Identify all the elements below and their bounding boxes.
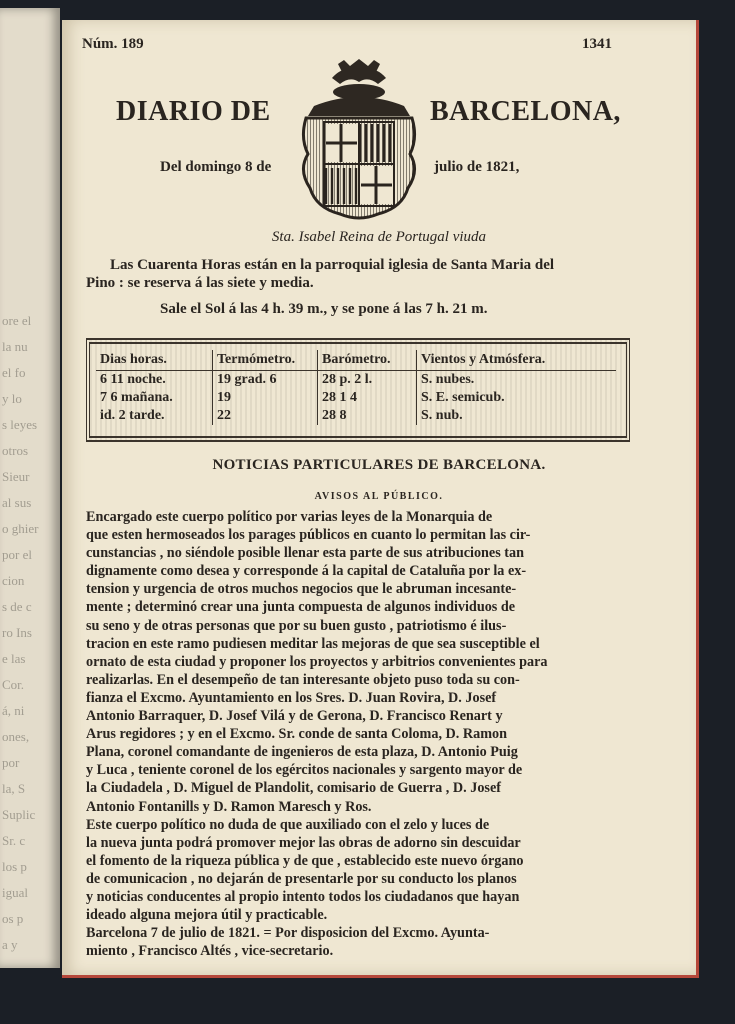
article-line: el fomento de la riqueza pública y de que , establecido este nuevo órgano bbox=[86, 852, 524, 869]
cell-time: 6 11 noche. bbox=[96, 371, 213, 390]
cell-time: id. 2 tarde. bbox=[96, 407, 213, 425]
article-line: Encargado este cuerpo político por varias leyes de la Monarquia de bbox=[86, 509, 493, 525]
article-line: ornato de esta ciudad y proponer los proyectos y arbitrios convenientes para bbox=[86, 653, 548, 670]
cell-pressure: 28 p. 2 l. bbox=[318, 371, 417, 390]
subsection-title: AVISOS AL PÚBLICO. bbox=[314, 491, 444, 502]
masthead-title-left: DIARIO DE bbox=[116, 96, 271, 127]
left-page-text: Sr. c bbox=[2, 833, 26, 848]
issue-number: Núm. 189 bbox=[82, 36, 144, 52]
col-thermometer: Termómetro. bbox=[213, 350, 318, 371]
left-page-text: Cor. bbox=[2, 677, 25, 692]
cell-pressure: 28 1 4 bbox=[318, 389, 417, 407]
intro-line-2: Pino : se reserva á las siete y media. bbox=[86, 275, 314, 291]
left-page-text: igual bbox=[2, 885, 28, 900]
article-line: y noticias conducentes al propio intento todos los ciudadanos que hayan bbox=[86, 888, 520, 905]
left-page-text: y lo bbox=[2, 391, 22, 406]
saint-of-the-day: Sta. Isabel Reina de Portugal viuda bbox=[271, 229, 487, 245]
cell-wind: S. nub. bbox=[421, 408, 463, 423]
article-line: fianza el Excmo. Ayuntamiento en los Sres. D. Juan Rovira, D. Josef bbox=[86, 689, 497, 706]
article-line: cunstancias , no siéndole posible llenar esta parte de sus atribuciones tan bbox=[86, 545, 525, 562]
left-page-text: s leyes bbox=[2, 417, 38, 432]
article-line: miento , Francisco Altés , vice-secretario. bbox=[86, 943, 334, 960]
weather-table-header bbox=[96, 350, 616, 371]
cell-temp: 22 bbox=[213, 407, 318, 425]
intro-line-1: Las Cuarenta Horas están en la parroquial iglesia de Santa Maria del bbox=[110, 257, 555, 273]
left-page-text: s de c bbox=[2, 599, 32, 614]
left-page-text: por bbox=[2, 755, 20, 770]
article-line: tension y urgencia de otros muchos negocios que le abruman incesante- bbox=[86, 581, 517, 598]
article-line: Plana, coronel comandante de ingenieros de esta plaza, D. Antonio Puig bbox=[86, 744, 518, 761]
article-line: Antonio Fontanills y D. Ramon Maresch y Ros. bbox=[86, 798, 372, 815]
article-body bbox=[86, 508, 628, 960]
left-page-edge bbox=[0, 8, 60, 968]
masthead-title-right: BARCELONA, bbox=[430, 96, 621, 127]
date-left: Del domingo 8 de bbox=[160, 159, 272, 175]
article-line: que esten hermoseados los parages públicos en cuanto lo permitan las cir- bbox=[86, 527, 531, 544]
article-line: realizarlas. En el desempeño de tan interesante objeto puso toda su con- bbox=[86, 671, 520, 688]
col-barometer: Barómetro. bbox=[318, 350, 417, 371]
article-line: Arus regidores ; y en el Excmo. Sr. conde de santa Coloma, D. Ramon bbox=[86, 726, 508, 743]
left-page-text: la nu bbox=[2, 339, 28, 354]
cell-time: 7 6 mañana. bbox=[96, 389, 213, 407]
left-page-text: los p bbox=[2, 859, 27, 874]
cell-pressure: 28 8 bbox=[318, 407, 417, 425]
left-page-text: ore el bbox=[2, 313, 32, 328]
cell-wind: S. E. semicub. bbox=[421, 390, 505, 405]
article-line: de comunicacion , no dejarán de presentarle por su conducto los planos bbox=[86, 870, 517, 887]
article-line: mente ; determinó crear una junta compuesta de algunos individuos de bbox=[86, 599, 516, 616]
article-line: Barcelona 7 de julio de 1821. = Por disposicion del Excmo. Ayunta- bbox=[86, 925, 490, 942]
sunrise-sunset: Sale el Sol á las 4 h. 39 m., y se pone á las 7 h. 21 m. bbox=[160, 301, 488, 317]
page-number: 1341 bbox=[582, 36, 612, 52]
left-page-text: Sieur bbox=[2, 469, 30, 484]
left-page-text: a y bbox=[2, 937, 18, 952]
left-page-text: o ghier bbox=[2, 521, 39, 536]
article-line: la Ciudadela , D. Miguel de Plandolit, comisario de Guerra , D. Josef bbox=[86, 780, 501, 797]
left-page-text: á, ni bbox=[2, 703, 25, 718]
article-line: ideado alguna mejora útil y practicable. bbox=[86, 907, 328, 924]
left-page-text: ones, bbox=[2, 729, 30, 744]
left-page-text: el fo bbox=[2, 365, 26, 380]
left-page-text: otros bbox=[2, 443, 28, 458]
table-row bbox=[96, 371, 616, 390]
weather-table bbox=[96, 350, 616, 425]
article-line: su seno y de otras personas que por su buen gusto , patriotismo é ilus- bbox=[86, 617, 507, 634]
cell-temp: 19 grad. 6 bbox=[213, 371, 318, 390]
barcelona-coat-of-arms-icon bbox=[298, 58, 420, 224]
left-page-text: os p bbox=[2, 911, 24, 926]
col-days-hours: Dias horas. bbox=[96, 350, 213, 371]
left-page-text: cion bbox=[2, 573, 25, 588]
left-page-text: e las bbox=[2, 651, 26, 666]
article-line: la nueva junta podrá promover mejor las obras de adorno sin descuidar bbox=[86, 834, 521, 851]
left-page-text: ro Ins bbox=[2, 625, 32, 640]
article-line: dignamente como desea y corresponde á la capital de Cataluña por la ex- bbox=[86, 563, 527, 580]
left-page-text: por el bbox=[2, 547, 32, 562]
left-page-text: la, S bbox=[2, 781, 26, 796]
weather-table-frame bbox=[86, 338, 630, 442]
article-line: Antonio Barraquer, D. Josef Vilá y de Gerona, D. Francisco Renart y bbox=[86, 708, 503, 725]
left-page-text: al sus bbox=[2, 495, 32, 510]
page-header bbox=[82, 36, 612, 53]
newspaper-page bbox=[62, 20, 699, 978]
col-winds: Vientos y Atmósfera. bbox=[417, 350, 617, 371]
article-line: y Luca , teniente coronel de los egércitos nacionales y sargento mayor de bbox=[86, 762, 523, 779]
table-row bbox=[96, 407, 616, 425]
cell-temp: 19 bbox=[213, 389, 318, 407]
article-line: Este cuerpo político no duda de que auxiliado con el zelo y luces de bbox=[86, 816, 490, 833]
cell-wind: S. nubes. bbox=[421, 372, 475, 387]
table-row bbox=[96, 389, 616, 407]
section-title: NOTICIAS PARTICULARES DE BARCELONA. bbox=[212, 457, 546, 473]
date-right: julio de 1821, bbox=[434, 159, 520, 175]
article-line: tracion en este ramo pudiesen meditar las mejoras de que sea susceptible el bbox=[86, 635, 540, 652]
left-page-text: Suplic bbox=[2, 807, 36, 822]
